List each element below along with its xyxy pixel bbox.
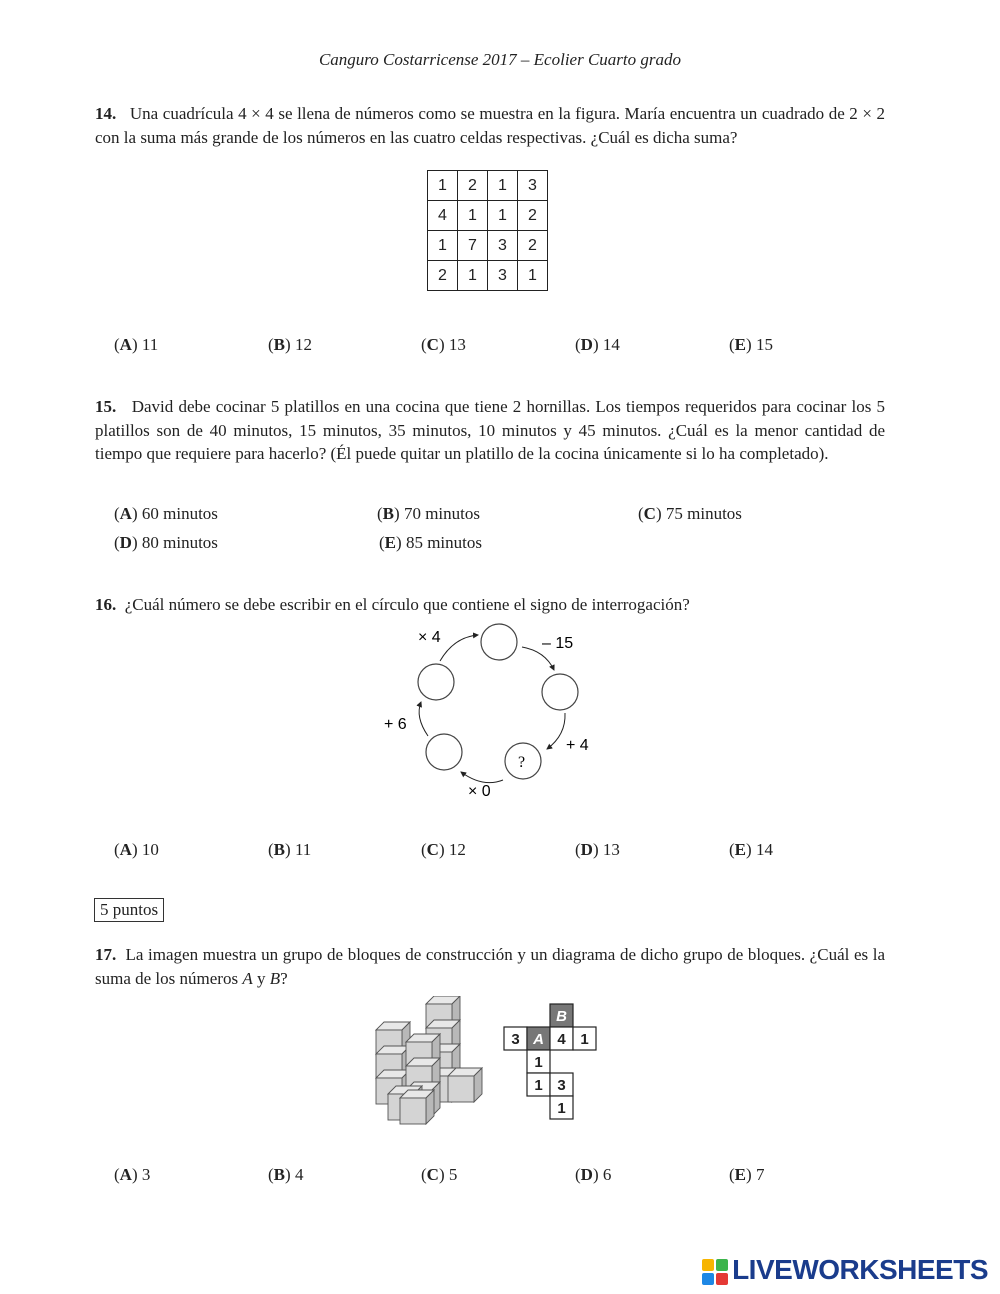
option-letter: D xyxy=(119,533,132,552)
option-b[interactable]: (B) 70 minutos xyxy=(377,504,480,523)
grid-cell: 4 xyxy=(428,201,458,231)
option-letter: A xyxy=(119,1165,132,1184)
option-value: 70 minutos xyxy=(403,504,480,523)
grid-cell: 3 xyxy=(488,261,518,291)
option-value: 12 xyxy=(448,840,466,859)
option-letter: C xyxy=(426,335,439,354)
grid-cell: 2 xyxy=(428,261,458,291)
option-b[interactable]: (B) 4 xyxy=(268,1165,304,1184)
grid-cell: 2 xyxy=(458,171,488,201)
cell-1: 1 xyxy=(534,1054,543,1071)
question-text: La imagen muestra un grupo de bloques de construcción y un diagrama de dicho grupo de bloques. ¿Cuál es la suma de los números xyxy=(95,945,886,988)
option-value: 10 xyxy=(141,840,159,859)
option-letter: D xyxy=(580,840,593,859)
option-a[interactable]: (A) 10 xyxy=(114,840,159,859)
grid-cell: 1 xyxy=(428,171,458,201)
arrow-plus4 xyxy=(547,713,565,749)
option-letter: B xyxy=(273,840,286,859)
option-letter: C xyxy=(426,840,439,859)
question-number: 14. xyxy=(95,104,117,123)
option-value: 4 xyxy=(294,1165,304,1184)
option-c[interactable]: (C) 5 xyxy=(421,1165,458,1184)
liveworksheets-logo[interactable] xyxy=(702,1254,988,1286)
option-letter: B xyxy=(273,1165,286,1184)
arrow-times0 xyxy=(461,772,503,783)
option-b[interactable]: (B) 12 xyxy=(268,335,312,354)
label-plus4: + 4 xyxy=(566,737,589,754)
grid-cell: 1 xyxy=(518,261,548,291)
logo-icon xyxy=(702,1259,728,1285)
question-number: 16. xyxy=(95,595,117,614)
option-letter: D xyxy=(580,335,593,354)
option-value: 15 xyxy=(755,335,773,354)
option-c[interactable]: (C) 13 xyxy=(421,335,466,354)
option-d[interactable]: (D) 6 xyxy=(575,1165,612,1184)
cell-3: 3 xyxy=(557,1077,566,1094)
cell-b: B xyxy=(556,1008,567,1025)
arrow-plus6 xyxy=(419,702,428,736)
points-badge: 5 puntos xyxy=(94,898,164,922)
option-letter: A xyxy=(119,335,132,354)
label-times4: × 4 xyxy=(418,629,441,646)
option-value: 7 xyxy=(755,1165,765,1184)
question-14 xyxy=(95,102,885,149)
option-letter: E xyxy=(734,1165,747,1184)
question-text: David debe cocinar 5 platillos en una cocina que tiene 2 hornillas. Los tiempos requeridos para cocinar los 5 platillos son de 40 minutos, 15 minutos, 35 minutos, 10 minutos y 45 minutos. ¿Cuál es la menor cantidad de tiempo que requiere para hacerlo? (Él puede quitar un platillo de la cocina únicamente si lo ha completado). xyxy=(95,397,886,463)
option-c[interactable]: (C) 75 minutos xyxy=(638,504,742,523)
option-letter: E xyxy=(734,840,747,859)
option-d[interactable]: (D) 80 minutos xyxy=(114,533,218,552)
building-blocks-illustration xyxy=(372,996,492,1126)
question-15 xyxy=(95,395,885,466)
option-letter: E xyxy=(734,335,747,354)
arrow-times4 xyxy=(440,635,478,661)
cell-4: 4 xyxy=(557,1031,566,1048)
option-e[interactable]: (E) 7 xyxy=(729,1165,765,1184)
option-letter: A xyxy=(119,504,132,523)
option-letter: C xyxy=(426,1165,439,1184)
question-text-mid: y xyxy=(252,968,270,988)
option-letter: E xyxy=(384,533,397,552)
question-text: ¿Cuál número se debe escribir en el círculo que contiene el signo de interrogación? xyxy=(124,595,690,614)
option-letter: B xyxy=(382,504,395,523)
option-value: 14 xyxy=(602,335,620,354)
cycle-circle-left xyxy=(418,664,454,700)
variable-b: B xyxy=(269,968,281,988)
cell-a: A xyxy=(533,1031,544,1048)
grid-cell: 2 xyxy=(518,231,548,261)
cell-1: 1 xyxy=(580,1031,589,1048)
option-value: 11 xyxy=(141,335,159,354)
option-value: 13 xyxy=(602,840,620,859)
cycle-circle-top xyxy=(481,624,517,660)
option-e[interactable]: (E) 14 xyxy=(729,840,773,859)
question-text: Una cuadrícula 4 × 4 se llena de números como se muestra en la figura. María encuentra un cuadrado de 2 × 2 con la suma más grande de los números en las cuatro celdas respectivas. ¿Cuál es dicha suma? xyxy=(95,104,885,147)
question-text-end: ? xyxy=(280,968,288,988)
number-grid xyxy=(427,170,548,291)
option-letter: D xyxy=(580,1165,593,1184)
option-a[interactable]: (A) 11 xyxy=(114,335,159,354)
grid-cell: 3 xyxy=(488,231,518,261)
option-value: 11 xyxy=(294,840,312,859)
option-value: 14 xyxy=(755,840,773,859)
grid-cell: 2 xyxy=(518,201,548,231)
option-c[interactable]: (C) 12 xyxy=(421,840,466,859)
cell-3: 3 xyxy=(511,1031,520,1048)
question-17 xyxy=(95,943,885,990)
label-plus6: + 6 xyxy=(384,716,407,733)
logo-text: LIVEWORKSHEETS xyxy=(732,1254,988,1285)
top-view-diagram xyxy=(500,1002,600,1122)
option-d[interactable]: (D) 14 xyxy=(575,335,620,354)
cell-1: 1 xyxy=(557,1100,566,1117)
option-value: 3 xyxy=(141,1165,151,1184)
page-header: Canguro Costarricense 2017 – Ecolier Cuarto grado xyxy=(318,50,682,69)
option-value: 75 minutos xyxy=(665,504,742,523)
label-minus15: – 15 xyxy=(542,635,574,652)
grid-cell: 1 xyxy=(458,201,488,231)
question-number: 17. xyxy=(95,945,117,964)
grid-cell: 1 xyxy=(428,231,458,261)
option-value: 5 xyxy=(448,1165,458,1184)
question-number: 15. xyxy=(95,397,117,416)
option-e[interactable]: (E) 85 minutos xyxy=(379,533,482,552)
cell-1: 1 xyxy=(534,1077,543,1094)
option-a[interactable]: (A) 3 xyxy=(114,1165,151,1184)
option-a[interactable]: (A) 60 minutos xyxy=(114,504,218,523)
option-b[interactable]: (B) 11 xyxy=(268,840,312,859)
option-letter: A xyxy=(119,840,132,859)
cycle-circle-right xyxy=(542,674,578,710)
grid-cell: 1 xyxy=(458,261,488,291)
question-mark: ? xyxy=(518,754,526,771)
option-e[interactable]: (E) 15 xyxy=(729,335,773,354)
grid-cell: 3 xyxy=(518,171,548,201)
option-value: 60 minutos xyxy=(141,504,218,523)
option-value: 80 minutos xyxy=(141,533,218,552)
option-letter: B xyxy=(273,335,286,354)
cycle-circle-bottom-left xyxy=(426,734,462,770)
variable-a: A xyxy=(242,968,253,988)
option-value: 12 xyxy=(294,335,312,354)
circle-cycle-diagram xyxy=(370,615,620,805)
label-times0: × 0 xyxy=(468,783,491,800)
question-16 xyxy=(95,593,885,617)
grid-cell: 1 xyxy=(488,171,518,201)
grid-cell: 1 xyxy=(488,201,518,231)
option-d[interactable]: (D) 13 xyxy=(575,840,620,859)
option-letter: C xyxy=(643,504,656,523)
option-value: 13 xyxy=(448,335,466,354)
grid-cell: 7 xyxy=(458,231,488,261)
option-value: 6 xyxy=(602,1165,612,1184)
option-value: 85 minutos xyxy=(405,533,482,552)
